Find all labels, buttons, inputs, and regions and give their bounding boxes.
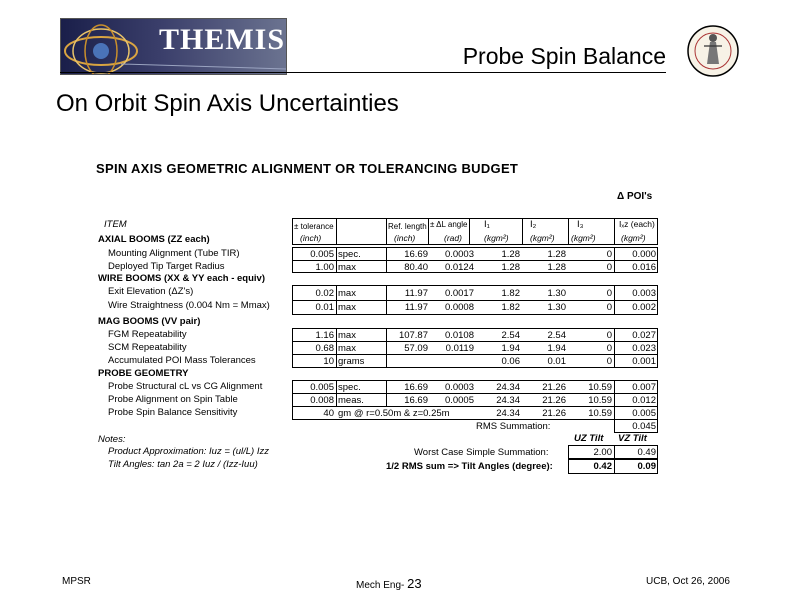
row-unit: spec.: [338, 382, 361, 393]
col-ref-header: Ref. length: [388, 222, 427, 231]
row-i1: 24.34: [496, 382, 520, 393]
row-ref: 16.69: [404, 395, 428, 406]
row-unit: meas.: [338, 395, 364, 406]
row-unit: grams: [338, 356, 365, 367]
row-i2: 1.28: [547, 249, 566, 260]
col-tol-header: ± tolerance: [294, 222, 334, 231]
row-tol: 40: [323, 408, 334, 419]
row-angle: 0.0017: [444, 288, 474, 299]
row-tol: 0.005: [310, 382, 334, 393]
row-unit: spec.: [338, 249, 361, 260]
row-ref: 107.87: [398, 330, 428, 341]
header-row-box: [292, 218, 658, 245]
footer-page-number: 23: [407, 576, 422, 591]
row-item: SCM Repeatability: [108, 342, 187, 353]
row-ref: 16.69: [404, 382, 428, 393]
row-i1: 2.54: [501, 330, 520, 341]
row-unit: max: [338, 288, 356, 299]
note-tilt: Tilt Angles: tan 2a = 2 Iuz / (Izz-Iuu): [108, 459, 258, 470]
rms-vz-value: 0.09: [637, 461, 656, 472]
row-i3: 10.59: [588, 395, 612, 406]
row-i2: 0.01: [547, 356, 566, 367]
row-ref: 80.40: [404, 262, 428, 273]
themis-logo: [60, 18, 287, 75]
row-item: Deployed Tip Target Radius: [108, 261, 225, 272]
uz-tilt-header: UZ Tilt: [574, 433, 604, 444]
row-tol: 0.01: [315, 302, 334, 313]
section-label: PROBE GEOMETRY: [98, 368, 189, 379]
row-i2: 2.54: [547, 330, 566, 341]
col-i1-header: I₁: [484, 219, 490, 230]
col-ref-unit: (inch): [394, 233, 416, 243]
col-angle-header: ± ΔL angle: [430, 220, 468, 229]
row-i3: 10.59: [588, 382, 612, 393]
row-i2: 21.26: [542, 395, 566, 406]
rms-uz-value: 0.42: [593, 461, 612, 472]
row-angle: 0.0005: [444, 395, 474, 406]
col-iz-unit: (kgm²): [621, 233, 646, 243]
row-angle: 0.0124: [444, 262, 474, 273]
table-title: SPIN AXIS GEOMETRIC ALIGNMENT OR TOLERANCING BUDGET: [96, 161, 519, 176]
vz-tilt-header: VZ Tilt: [618, 433, 647, 444]
row-i3: 0: [606, 302, 612, 313]
row-i3: 10.59: [588, 408, 612, 419]
row-i2: 21.26: [542, 382, 566, 393]
row-iz: 0.001: [632, 356, 656, 367]
title-divider: [60, 72, 666, 73]
row-ref: 11.97: [404, 288, 428, 299]
row-tol: 0.02: [315, 288, 334, 299]
footer-left: MPSR: [62, 576, 91, 587]
row-iz: 0.003: [632, 288, 656, 299]
col-i1-unit: (kgm²): [484, 233, 509, 243]
row-iz: 0.007: [632, 382, 656, 393]
row-i1: 1.94: [501, 343, 520, 354]
section-label: WIRE BOOMS (XX & YY each - equiv): [98, 273, 265, 284]
rms-value: 0.045: [632, 421, 656, 432]
footer-center: [356, 576, 422, 591]
row-i1: 24.34: [496, 408, 520, 419]
row-tol: 10: [323, 356, 334, 367]
col-tol-unit: (inch): [300, 233, 322, 243]
row-i2: 1.30: [547, 302, 566, 313]
row-item: FGM Repeatability: [108, 329, 187, 340]
row-i3: 0: [606, 249, 612, 260]
worst-case-label: Worst Case Simple Summation:: [414, 447, 549, 458]
logo-text: THEMIS: [159, 23, 286, 56]
row-unit: max: [338, 302, 356, 313]
row-unit: max: [338, 330, 356, 341]
row-i2: 1.30: [547, 288, 566, 299]
row-iz: 0.023: [632, 343, 656, 354]
worst-uz-value: 2.00: [593, 447, 612, 458]
footer-right: UCB, Oct 26, 2006: [646, 576, 730, 587]
row-iz: 0.012: [632, 395, 656, 406]
row-iz: 0.016: [632, 262, 656, 273]
row-tol: 0.008: [310, 395, 334, 406]
row-tol: 0.005: [310, 249, 334, 260]
row-angle: 0.0003: [444, 249, 474, 260]
row-tol: 1.00: [315, 262, 334, 273]
row-ref: 57.09: [404, 343, 428, 354]
row-i2: 21.26: [542, 408, 566, 419]
row-item: Exit Elevation (ΔZ's): [108, 286, 194, 297]
row-item: Probe Alignment on Spin Table: [108, 394, 238, 405]
section-label: AXIAL BOOMS (ZZ each): [98, 234, 210, 245]
col-i3-header: I₃: [577, 219, 584, 230]
row-i1: 1.82: [501, 288, 520, 299]
row-i1: 0.06: [501, 356, 520, 367]
notes-label: Notes:: [98, 434, 126, 445]
row-angle: 0.0003: [444, 382, 474, 393]
row-i2: 1.94: [547, 343, 566, 354]
row-tol: 0.68: [315, 343, 334, 354]
row-ref: 16.69: [404, 249, 428, 260]
row-tol: 1.16: [315, 330, 334, 341]
row-i3: 0: [606, 262, 612, 273]
row-item: Probe Spin Balance Sensitivity: [108, 407, 238, 418]
row-i1: 24.34: [496, 395, 520, 406]
footer-center-prefix: Mech Eng-: [356, 580, 405, 591]
row-i3: 0: [606, 356, 612, 367]
row-iz: 0.000: [632, 249, 656, 260]
section-label: MAG BOOMS (VV pair): [98, 316, 201, 327]
worst-vz-value: 0.49: [637, 447, 656, 458]
page-subtitle: On Orbit Spin Axis Uncertainties: [56, 90, 399, 117]
row-item: Wire Straightness (0.004 Nm = Mmax): [108, 300, 270, 311]
row-i3: 0: [606, 330, 612, 341]
row-iz: 0.005: [632, 408, 656, 419]
col-iz-header: Iₓz (each): [619, 219, 655, 229]
row-iz: 0.027: [632, 330, 656, 341]
themis-seal-icon: [686, 24, 740, 78]
item-header: ITEM: [104, 219, 127, 230]
row-angle: 0.0119: [445, 343, 474, 354]
row-unit: max: [338, 262, 356, 273]
slide-title: Probe Spin Balance: [462, 43, 666, 69]
row-item: Probe Structural cL vs CG Alignment: [108, 381, 263, 392]
row-i1: 1.28: [501, 262, 520, 273]
row-unit: gm @ r=0.50m & z=0.25m: [338, 408, 450, 419]
row-unit: max: [338, 343, 356, 354]
poi-header: Δ POI's: [617, 191, 653, 202]
rms-label: RMS Summation:: [476, 421, 551, 432]
row-angle: 0.0108: [444, 330, 474, 341]
row-i1: 1.28: [501, 249, 520, 260]
row-iz: 0.002: [632, 302, 656, 313]
row-i3: 0: [606, 288, 612, 299]
row-i3: 0: [606, 343, 612, 354]
col-i2-unit: (kgm²): [530, 233, 555, 243]
col-i2-header: I₂: [530, 219, 537, 230]
col-i3-unit: (kgm²): [571, 233, 596, 243]
row-i1: 1.82: [501, 302, 520, 313]
row-item: Accumulated POI Mass Tolerances: [108, 355, 256, 366]
row-ref: 11.97: [404, 302, 428, 313]
col-angle-unit: (rad): [444, 233, 462, 243]
rms-tilt-label: 1/2 RMS sum => Tilt Angles (degree):: [386, 461, 553, 472]
row-i2: 1.28: [547, 262, 566, 273]
row-angle: 0.0008: [444, 302, 474, 313]
note-product: Product Approximation: Iuz = (ul/L) Izz: [108, 446, 269, 457]
row-item: Mounting Alignment (Tube TIR): [108, 248, 240, 259]
